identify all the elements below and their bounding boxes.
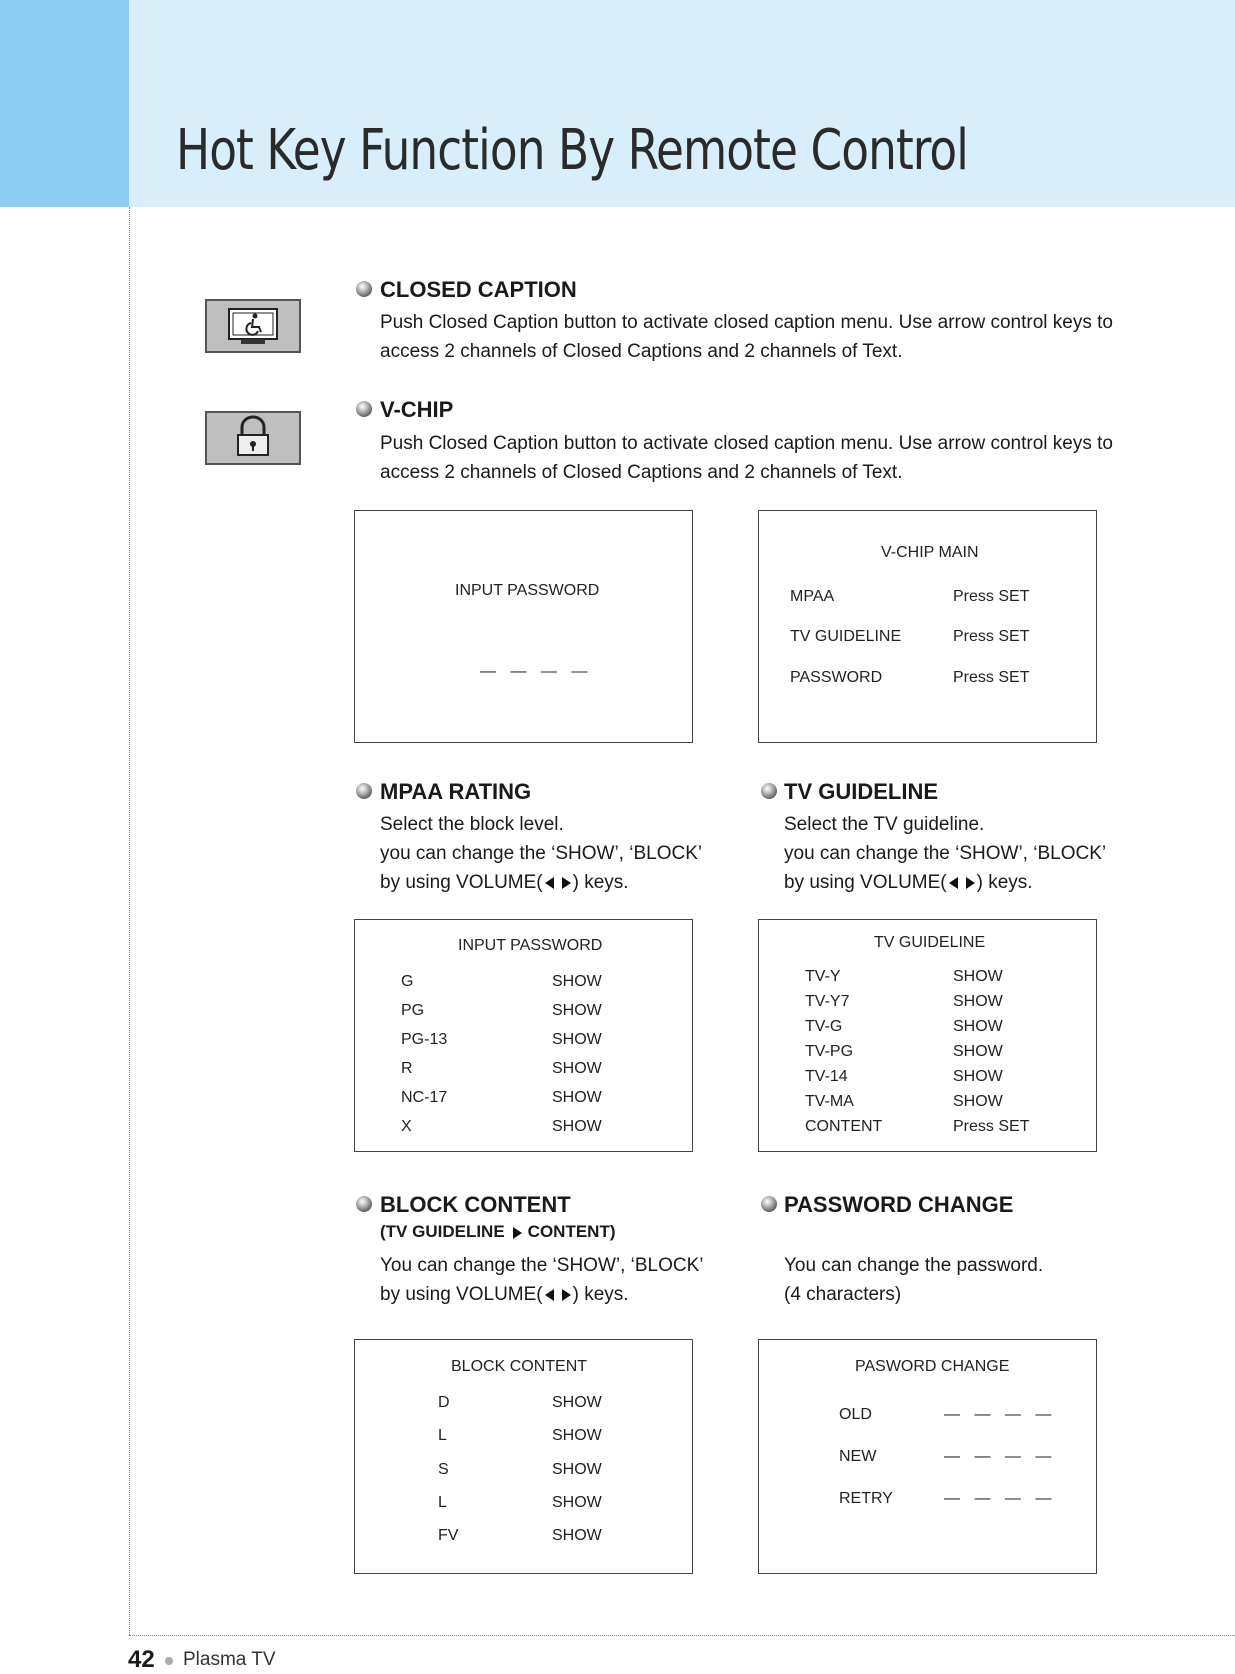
rating-value: SHOW: [552, 1031, 602, 1048]
closed-caption-heading: CLOSED CAPTION: [380, 277, 577, 302]
guideline-label: TV-Y: [805, 968, 841, 985]
arrow-right-icon: [562, 877, 571, 889]
left-margin-rule: [129, 207, 130, 1635]
guideline-label: TV-G: [805, 1018, 843, 1035]
input-password-screen: [354, 510, 693, 743]
text-fragment: ) keys.: [572, 872, 629, 893]
block-content-heading: BLOCK CONTENT: [380, 1192, 571, 1217]
tv-guideline-text-1: Select the TV guideline.: [784, 814, 985, 835]
tv-guideline-heading: TV GUIDELINE: [784, 779, 939, 804]
lock-icon: [205, 411, 301, 465]
content-value: SHOW: [552, 1427, 602, 1444]
guideline-value: SHOW: [953, 1018, 1003, 1035]
screen-title: BLOCK CONTENT: [451, 1358, 588, 1375]
content-value: SHOW: [552, 1394, 602, 1411]
closed-caption-icon: [205, 299, 301, 353]
rating-label: PG: [401, 1002, 425, 1019]
password-row-label: OLD: [839, 1406, 872, 1423]
password-change-screen: [758, 1339, 1097, 1574]
password-change-text-1: You can change the password.: [784, 1255, 1044, 1276]
content-value: SHOW: [552, 1527, 602, 1544]
closed-caption-text-2: access 2 channels of Closed Captions and 2 channels of Text.: [380, 341, 903, 362]
bullet-icon: [761, 783, 777, 799]
screen-title: INPUT PASSWORD: [458, 937, 603, 954]
bullet-icon: [761, 1196, 777, 1212]
guideline-value: SHOW: [953, 1068, 1003, 1085]
closed-caption-text-1: Push Closed Caption button to activate closed caption menu. Use arrow control keys to: [380, 312, 1113, 333]
rating-value: SHOW: [552, 1002, 602, 1019]
rating-label: G: [401, 973, 414, 990]
rating-label: PG-13: [401, 1031, 448, 1048]
password-change-text-2: (4 characters): [784, 1284, 902, 1305]
header-accent-block: [0, 0, 129, 207]
block-content-text-1: You can change the ‘SHOW’, ‘BLOCK’: [380, 1255, 704, 1276]
text-fragment: CONTENT): [527, 1222, 616, 1241]
guideline-value: SHOW: [953, 993, 1003, 1010]
block-content-screen: [354, 1339, 693, 1574]
text-fragment: by using VOLUME(: [380, 1284, 543, 1305]
password-row-label: RETRY: [839, 1490, 893, 1507]
arrow-right-icon: [966, 877, 975, 889]
page-title: Hot Key Function By Remote Control: [176, 118, 968, 183]
tv-guideline-screen: [758, 919, 1097, 1152]
password-change-heading: PASSWORD CHANGE: [784, 1192, 1014, 1217]
bullet-icon: [356, 1196, 372, 1212]
mpaa-screen: [354, 919, 693, 1152]
guideline-value: SHOW: [953, 1043, 1003, 1060]
content-label: S: [438, 1461, 449, 1478]
text-fragment: ) keys.: [572, 1284, 629, 1305]
arrow-left-icon: [949, 877, 958, 889]
menu-row-label: PASSWORD: [790, 669, 883, 686]
menu-row-label: TV GUIDELINE: [790, 628, 902, 645]
menu-row-label: MPAA: [790, 588, 835, 605]
tv-guideline-text-2: you can change the ‘SHOW’, ‘BLOCK’: [784, 843, 1107, 864]
content-value: SHOW: [552, 1494, 602, 1511]
footer-dot-icon: [165, 1657, 173, 1665]
text-fragment: by using VOLUME(: [380, 872, 543, 893]
password-row-value: — — — —: [944, 1448, 1057, 1465]
mpaa-text-3: [380, 868, 629, 897]
vchip-main-screen: [758, 510, 1097, 743]
footer-rule: [129, 1635, 1235, 1636]
text-fragment: by using VOLUME(: [784, 872, 947, 893]
password-row-value: — — — —: [944, 1490, 1057, 1507]
footer-product-label: Plasma TV: [183, 1649, 276, 1670]
guideline-label: TV-PG: [805, 1043, 854, 1060]
mpaa-text-1: Select the block level.: [380, 814, 564, 835]
screen-title: INPUT PASSWORD: [455, 582, 600, 599]
content-label: D: [438, 1394, 450, 1411]
page-number: 42: [128, 1646, 155, 1673]
mpaa-text-2: you can change the ‘SHOW’, ‘BLOCK’: [380, 843, 703, 864]
password-placeholder: — — — —: [480, 663, 593, 680]
guideline-label: TV-Y7: [805, 993, 850, 1010]
arrow-left-icon: [545, 1289, 554, 1301]
mpaa-heading: MPAA RATING: [380, 779, 532, 804]
vchip-heading: V-CHIP: [380, 397, 454, 422]
arrow-right-icon: [562, 1289, 571, 1301]
content-label: L: [438, 1494, 447, 1511]
rating-value: SHOW: [552, 1060, 602, 1077]
password-row-label: NEW: [839, 1448, 877, 1465]
bullet-icon: [356, 281, 372, 297]
block-content-path: [380, 1222, 616, 1242]
vchip-text-1: Push Closed Caption button to activate closed caption menu. Use arrow control keys to: [380, 433, 1113, 454]
vchip-text-2: access 2 channels of Closed Captions and 2 channels of Text.: [380, 462, 903, 483]
arrow-left-icon: [545, 877, 554, 889]
rating-value: SHOW: [552, 1118, 602, 1135]
rating-label: X: [401, 1118, 412, 1135]
guideline-label: TV-14: [805, 1068, 848, 1085]
screen-title: V-CHIP MAIN: [881, 544, 979, 561]
menu-row-value: Press SET: [953, 588, 1030, 605]
content-label: L: [438, 1427, 447, 1444]
screen-title: PASWORD CHANGE: [855, 1358, 1010, 1375]
rating-value: SHOW: [552, 973, 602, 990]
password-row-value: — — — —: [944, 1406, 1057, 1423]
guideline-label: TV-MA: [805, 1093, 854, 1110]
menu-row-value: Press SET: [953, 669, 1030, 686]
rating-label: NC-17: [401, 1089, 448, 1106]
rating-value: SHOW: [552, 1089, 602, 1106]
block-content-text-2: [380, 1280, 629, 1309]
tv-guideline-text-3: [784, 868, 1033, 897]
bullet-icon: [356, 783, 372, 799]
guideline-value: SHOW: [953, 1093, 1003, 1110]
menu-row-value: Press SET: [953, 628, 1030, 645]
screen-title: TV GUIDELINE: [874, 934, 986, 951]
rating-label: R: [401, 1060, 413, 1077]
content-label: FV: [438, 1527, 459, 1544]
text-fragment: ) keys.: [976, 872, 1033, 893]
bullet-icon: [356, 401, 372, 417]
guideline-value: Press SET: [953, 1118, 1030, 1135]
content-value: SHOW: [552, 1461, 602, 1478]
text-fragment: (TV GUIDELINE: [380, 1222, 505, 1241]
guideline-value: SHOW: [953, 968, 1003, 985]
arrow-right-icon: [513, 1227, 522, 1239]
guideline-label: CONTENT: [805, 1118, 883, 1135]
